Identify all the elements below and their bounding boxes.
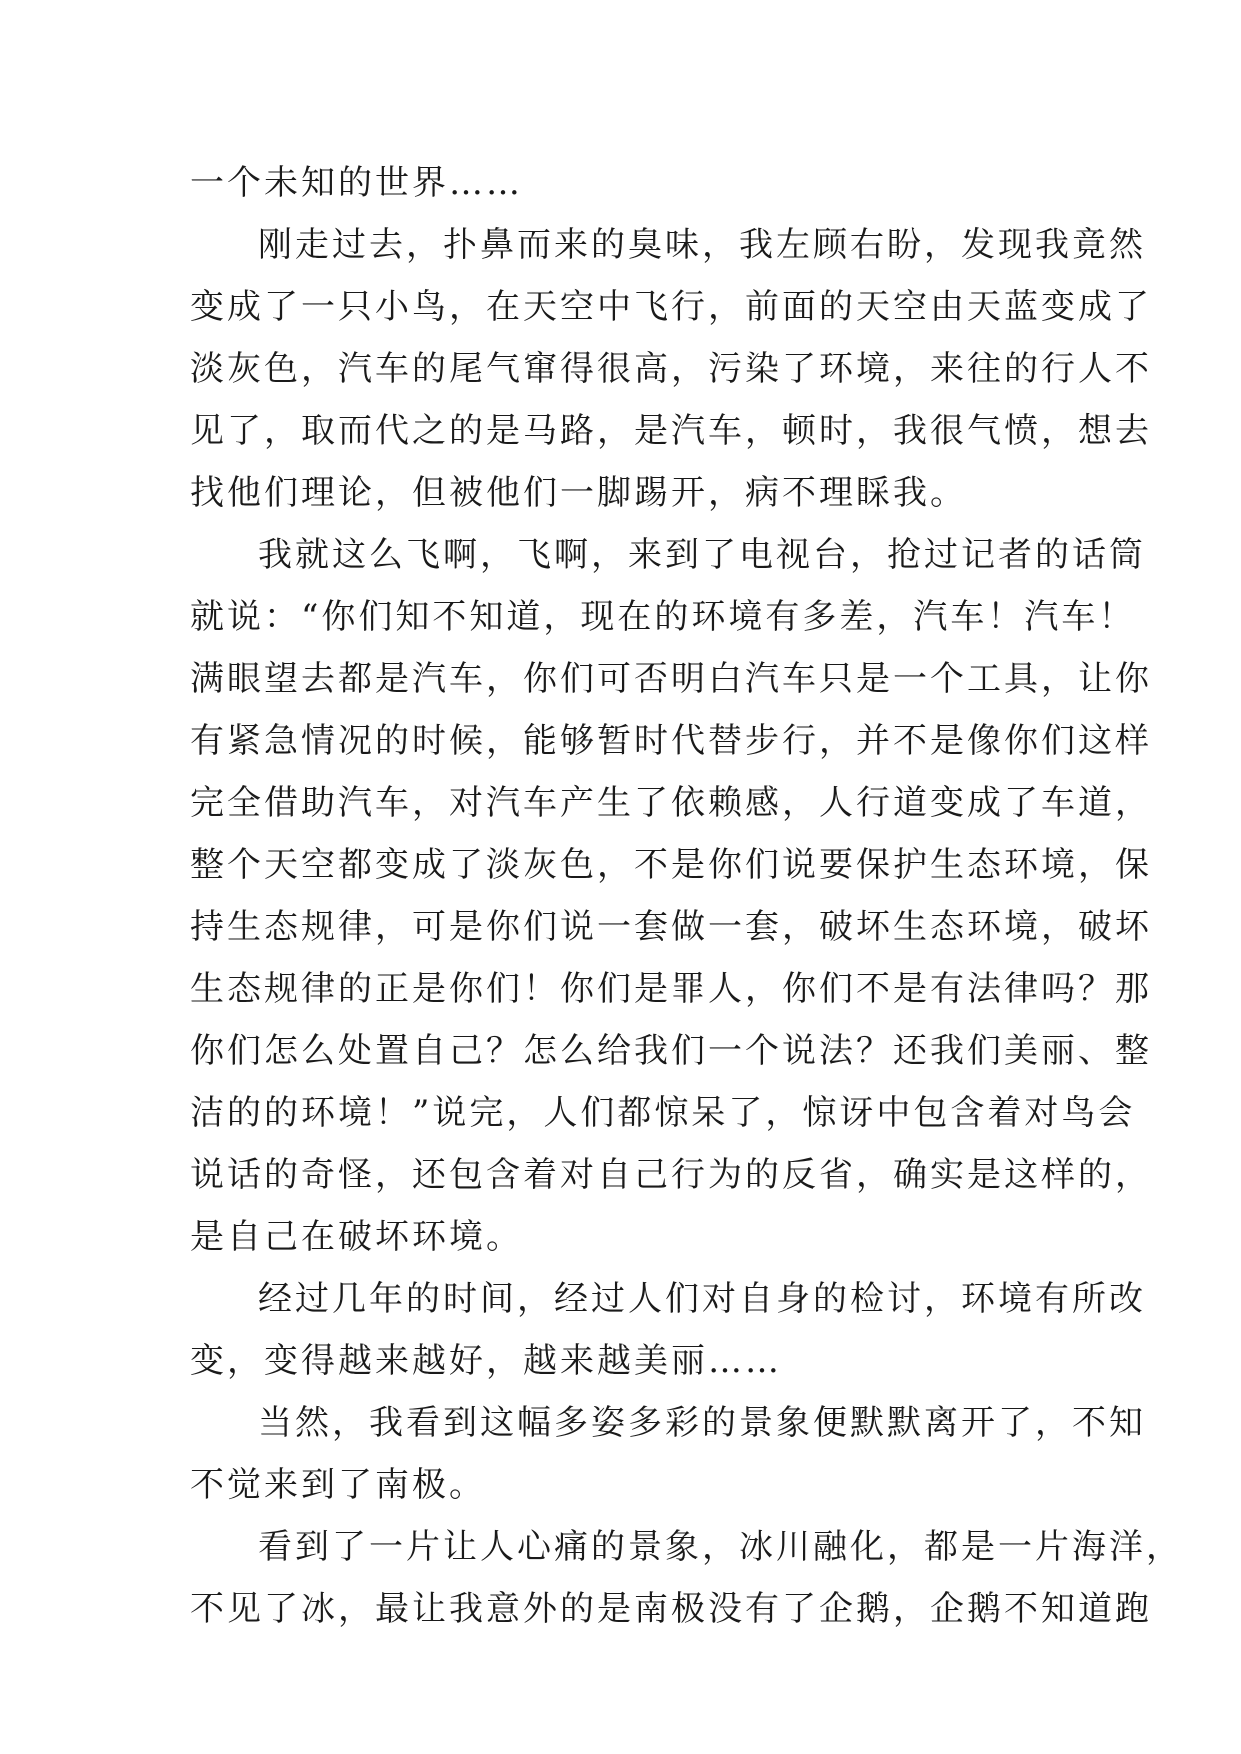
text-line: 是自己在破坏环境。	[190, 1217, 523, 1257]
text-line: 当然，我看到这幅多姿多彩的景象便默默离开了，不知	[258, 1403, 1146, 1443]
text-line: 持生态规律，可是你们说一套做一套，破坏生态环境，破坏	[190, 907, 1152, 947]
text-line: 不见了冰，最让我意外的是南极没有了企鹅，企鹅不知道跑	[190, 1589, 1152, 1629]
text-line: 刚走过去，扑鼻而来的臭味，我左顾右盼，发现我竟然	[258, 225, 1146, 265]
text-line: 洁的的环境！”说完，人们都惊呆了，惊讶中包含着对鸟会	[190, 1093, 1136, 1133]
text-line: 生态规律的正是你们！你们是罪人，你们不是有法律吗？那	[190, 969, 1152, 1009]
text-line: 不觉来到了南极。	[190, 1465, 486, 1505]
text-line: 整个天空都变成了淡灰色，不是你们说要保护生态环境，保	[190, 845, 1152, 885]
text-line: 淡灰色，汽车的尾气窜得很高，污染了环境，来往的行人不	[190, 349, 1152, 389]
text-line: 完全借助汽车，对汽车产生了依赖感，人行道变成了车道，	[190, 783, 1152, 823]
text-line: 我就这么飞啊，飞啊，来到了电视台，抢过记者的话筒	[258, 535, 1146, 575]
text-line: 说话的奇怪，还包含着对自己行为的反省，确实是这样的，	[190, 1155, 1152, 1195]
text-line: 变，变得越来越好，越来越美丽……	[190, 1341, 782, 1381]
text-line: 一个未知的世界……	[190, 163, 523, 203]
text-line: 经过几年的时间，经过人们对自身的检讨，环境有所改	[258, 1279, 1146, 1319]
text-line: 满眼望去都是汽车，你们可否明白汽车只是一个工具，让你	[190, 659, 1152, 699]
text-line: 变成了一只小鸟，在天空中飞行，前面的天空由天蓝变成了	[190, 287, 1152, 327]
text-line: 见了，取而代之的是马路，是汽车，顿时，我很气愤，想去	[190, 411, 1152, 451]
document-body	[190, 152, 1183, 1640]
text-line: 有紧急情况的时候，能够暂时代替步行，并不是像你们这样	[190, 721, 1152, 761]
text-line: 你们怎么处置自己？怎么给我们一个说法？还我们美丽、整	[190, 1031, 1152, 1071]
text-line: 找他们理论，但被他们一脚踢开，病不理睬我。	[190, 473, 967, 513]
text-line: 看到了一片让人心痛的景象，冰川融化，都是一片海洋，	[258, 1527, 1183, 1567]
text-line: 就说：“你们知不知道，现在的环境有多差，汽车！汽车！	[190, 597, 1136, 637]
